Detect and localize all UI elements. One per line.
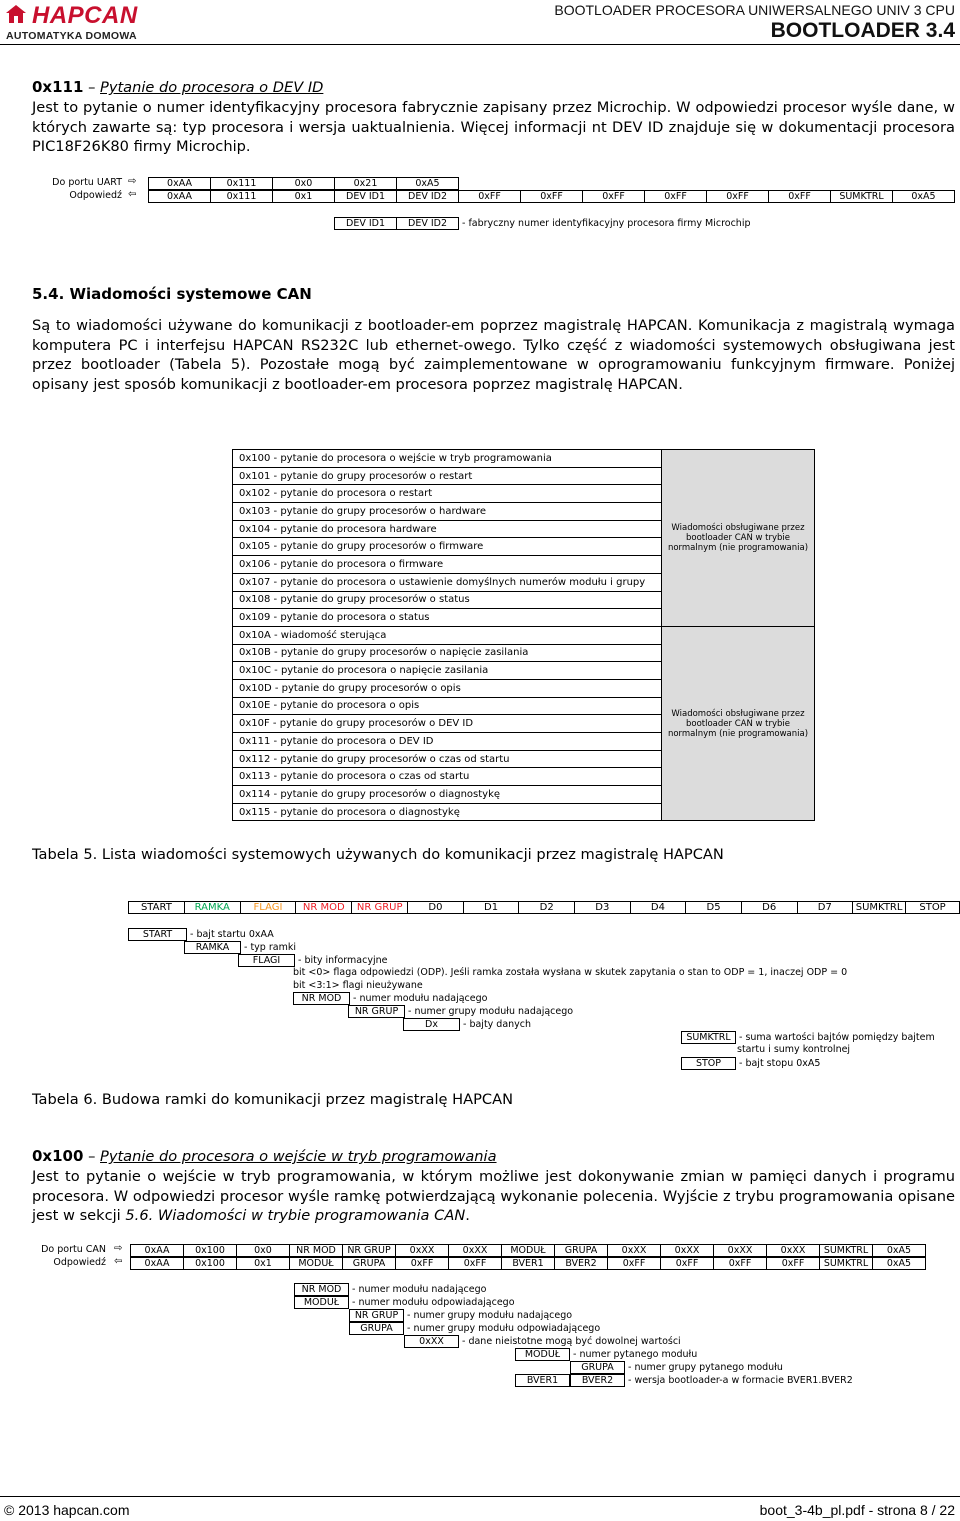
uart-resp-cell: 0xFF [459,191,521,203]
table-row: 0x105 - pytanie do grupy procesorów o firmware [233,538,662,556]
can-req-cell: MODUŁ [502,1245,555,1257]
can-req-cell: SUMKTRL [820,1245,873,1257]
legend-nrgrup-text: - numer grupy modułu nadającego [408,1006,574,1017]
can-req-cell: NR MOD [290,1245,343,1257]
can-resp-cell: 0xA5 [873,1258,926,1270]
table-row: 0x107 - pytanie do procesora o ustawienie domyślnych numerów modułu i grupy [233,573,662,591]
table-row: 0x106 - pytanie do procesora o firmware [233,556,662,574]
sec111-title: Pytanie do procesora o DEV ID [100,79,324,96]
uart-req-cell: 0x0 [273,178,335,190]
legend-sumktrl-text2: startu i sumy kontrolnej [737,1044,851,1055]
legend100-grupa-box: GRUPA [349,1322,404,1335]
footer-divider [0,1496,960,1497]
legend100-nrmod-box: NR MOD [294,1283,349,1296]
can-resp-cell: 0xAA [131,1258,184,1270]
legend100-grupa-text: - numer grupy modułu odpowiadającego [407,1323,601,1334]
can-resp-cell: GRUPA [343,1258,396,1270]
can-req-cell: 0xXX [661,1245,714,1257]
frame-field-ramka: RAMKA [184,902,240,914]
table-row: 0x112 - pytanie do grupy procesorów o czas od startu [233,750,662,768]
legend-dx-box: Dx [403,1018,460,1031]
legend-flagi-text: - bity informacyjne [298,955,388,966]
frame-field-d0: D0 [408,902,464,914]
uart-req-cell: 0xA5 [397,178,459,190]
legend100-grupa2-box: GRUPA [570,1361,625,1374]
legend100-modul-text: - numer modułu odpowiadającego [352,1297,515,1308]
arrow-right-icon: ⇨ [114,1243,123,1254]
legend-dx-text: - bajty danych [463,1019,532,1030]
can-response-label: Odpowiedź [53,1257,106,1268]
uart-resp-cell: 0x1 [273,191,335,203]
can-frame-table [128,901,960,914]
sec100-code: 0x100 [32,1147,84,1165]
sec111-code: 0x111 [32,78,84,96]
system-messages-table [232,449,815,821]
can-resp-cell: 0x1 [237,1258,290,1270]
table-row: 0x101 - pytanie do grupy procesorów o restart [233,467,662,485]
can-resp-cell: SUMKTRL [820,1258,873,1270]
arrow-left-icon: ⇦ [128,189,137,200]
legend-flagi-box: FLAGI [238,954,295,967]
table-row: 0x10E - pytanie do procesora o opis [233,697,662,715]
uart-resp-cell: 0xFF [769,191,831,203]
arrow-right-icon: ⇨ [128,176,137,187]
doc-version: BOOTLOADER 3.4 [770,19,955,42]
table-row: 0x114 - pytanie do grupy procesorów o diagnostykę [233,786,662,804]
can-req-cell: 0xA5 [873,1245,926,1257]
uart-req-cell: 0x111 [211,178,273,190]
legend100-bver1-box: BVER1 [515,1374,570,1387]
can-req-cell: 0xXX [608,1245,661,1257]
can-resp-cell: 0xFF [449,1258,502,1270]
legend-start-text: - bajt startu 0xAA [190,929,274,940]
frame-field-d3: D3 [575,902,631,914]
legend100-xx-text: - dane nieistotne mogą być dowolnej wartości [462,1336,681,1347]
legend-sumktrl-box: SUMKTRL [681,1031,736,1044]
frame-field-nr-grup: NR GRUP [352,902,408,914]
uart-resp-cell: DEV ID2 [397,191,459,203]
uart-resp-cell: 0xFF [521,191,583,203]
can-req-cell: NR GRUP [343,1245,396,1257]
can-req-cell: 0x100 [184,1245,237,1257]
can-resp-cell: 0x100 [184,1258,237,1270]
can-req-cell: 0xXX [714,1245,767,1257]
sec100-text: Jest to pytanie o wejście w tryb programowania, w którym możliwe jest dokonywanie zmian w pamięci danych i programu procesora. W odpowiedzi procesor wyśle ramkę potwierdzającą wykonanie polecenia. Wyjście z trybu programowania opisane jest w sekcji 5.6. Wiadomości w trybie programowania CAN. [32,1168,955,1224]
frame-field-d7: D7 [797,902,853,914]
uart-request-label: Do portu UART [52,177,122,188]
legend-nrmod-box: NR MOD [293,992,350,1005]
legend-stop-box: STOP [681,1057,736,1070]
table-row: 0x115 - pytanie do procesora o diagnostykę [233,803,662,821]
frame-field-d2: D2 [519,902,575,914]
can-resp-cell: BVER1 [502,1258,555,1270]
legend-start-box: START [128,928,187,941]
uart-resp-cell: 0x111 [211,191,273,203]
legend-ramka-text: - typ ramki [244,942,296,953]
legend100-grupa2-text: - numer grupy pytanego modułu [628,1362,783,1373]
can-req-cell: 0xXX [767,1245,820,1257]
table-row: 0x10F - pytanie do grupy procesorów o DEV ID [233,715,662,733]
sec111-text: Jest to pytanie o numer identyfikacyjny procesora fabrycznie zapisany przez Microchip. W odpowiedzi procesor wyśle dane, w których zawarte są: typ procesora i wersja uaktualnienia. Więcej informacji nt DEV ID znajduje się w dokumentacji procesora PIC18F26K80 firmy Microchip. [32,99,955,155]
can-resp-cell: 0xFF [396,1258,449,1270]
table-row: 0x10D - pytanie do grupy procesorów o opis [233,679,662,697]
frame-field-d4: D4 [630,902,686,914]
legend100-nrgrup-box: NR GRUP [349,1309,404,1322]
header-divider [0,44,960,45]
can-req-cell: 0xXX [449,1245,502,1257]
uart-resp-cell: 0xAA [149,191,211,203]
legend100-bver-text: - wersja bootloader-a w formacie BVER1.BVER2 [628,1375,853,1386]
legend100-modul2-text: - numer pytanego modułu [573,1349,698,1360]
legend100-bver2-box: BVER2 [570,1374,625,1387]
legend-devid2-box: DEV ID2 [396,217,459,230]
frame-field-stop: STOP [906,902,960,914]
logo-subtitle: AUTOMATYKA DOMOWA [6,30,137,42]
legend-stop-text: - bajt stopu 0xA5 [739,1058,821,1069]
can-resp-cell: 0xFF [608,1258,661,1270]
frame-field-d5: D5 [686,902,742,914]
frame-field-d6: D6 [741,902,797,914]
uart-request-table [148,177,459,190]
table-row: 0x10C - pytanie do procesora o napięcie zasilania [233,662,662,680]
uart-resp-cell: 0xFF [707,191,769,203]
footer-page-info: boot_3-4b_pl.pdf - strona 8 / 22 [759,1502,955,1518]
sec54-text: Są to wiadomości używane do komunikacji z bootloader-em poprzez magistralę HAPCAN. Komunikacja z magistralą wymaga komputera PC i interfejsu HAPCAN RS232C lub ethernet-owego. Tylko część z wiadomości systemowych obsługiwana jest przez bootloader (Tabela 5). Pozostałe mogą być zaimplementowane w oprogramowaniu funkcyjnym firmware. Poniżej opisany jest sposób komunikacji z bootloader-em procesora poprzez magistralę HAPCAN. [32,317,955,393]
sec100-title: Pytanie do procesora o wejście w tryb programowania [100,1148,497,1165]
can-resp-cell: MODUŁ [290,1258,343,1270]
legend-ramka-box: RAMKA [184,941,241,954]
can-req-cell: 0x0 [237,1245,290,1257]
table5-caption: Tabela 5. Lista wiadomości systemowych używanych do komunikacji przez magistralę HAPCAN [32,846,724,863]
legend100-nrmod-text: - numer modułu nadającego [352,1284,487,1295]
can-resp-cell: 0xFF [767,1258,820,1270]
table-row: 0x103 - pytanie do grupy procesorów o hardware [233,503,662,521]
sec100-link: 5.6. Wiadomości w trybie programowania CAN [125,1207,466,1224]
frame-field-d1: D1 [463,902,519,914]
uart-response-label: Odpowiedź [69,190,122,201]
uart-resp-cell: 0xFF [583,191,645,203]
legend-sumktrl-text1: - suma wartości bajtów pomiędzy bajtem [739,1032,935,1043]
table-row: 0x111 - pytanie do procesora o DEV ID [233,733,662,751]
doc-title: BOOTLOADER PROCESORA UNIWERSALNEGO UNIV 3 CPU [554,2,955,18]
legend-nrgrup-box: NR GRUP [348,1005,405,1018]
can-request-table [130,1244,926,1257]
uart-resp-cell: SUMKTRL [831,191,893,203]
sec100-dash: – [83,1148,101,1165]
legend100-nrgrup-text: - numer grupy modułu nadającego [407,1310,573,1321]
logo-text: HAPCAN [32,2,138,29]
sec100-heading [32,1147,955,1167]
table-row: 0x102 - pytanie do procesora o restart [233,485,662,503]
uart-resp-cell: 0xFF [645,191,707,203]
table-row: 0x113 - pytanie do procesora o czas od startu [233,768,662,786]
footer-copyright: © 2013 hapcan.com [4,1502,130,1518]
can-request-label: Do portu CAN [41,1244,106,1255]
can-resp-cell: BVER2 [555,1258,608,1270]
table6-caption: Tabela 6. Budowa ramki do komunikacji przez magistralę HAPCAN [32,1091,513,1108]
uart-req-cell: 0x21 [335,178,397,190]
legend100-modul2-box: MODUŁ [515,1348,570,1361]
table-row: 0x10B - pytanie do grupy procesorów o napięcie zasilania [233,644,662,662]
legend-nrmod-text: - numer modułu nadającego [353,993,488,1004]
table-row: 0x10A - wiadomość sterująca [233,626,662,644]
arrow-left-icon: ⇦ [114,1256,123,1267]
table-row: 0x109 - pytanie do procesora o status [233,609,662,627]
uart-resp-cell: 0xA5 [893,191,955,203]
table-row: 0x100 - pytanie do procesora o wejście w tryb programowania [233,450,662,468]
sec111-heading [32,78,955,98]
house-logo-icon [6,5,26,23]
can-resp-cell: 0xFF [714,1258,767,1270]
table-row: 0x104 - pytanie do procesora hardware [233,520,662,538]
legend-devid1-box: DEV ID1 [334,217,397,230]
legend100-modul-box: MODUŁ [294,1296,349,1309]
legend-flagi-bit31: bit <3:1> flagi nieużywane [293,980,423,991]
legend-devid-text: - fabryczny numer identyfikacyjny procesora firmy Microchip [462,218,751,229]
uart-resp-cell: DEV ID1 [335,191,397,203]
legend-flagi-bit0: bit <0> flaga odpowiedzi (ODP). Jeśli ramka została wysłana w skutek zapytania o stan to ODP = 1, inaczej ODP = 0 [293,967,848,978]
legend100-xx-box: 0xXX [404,1335,459,1348]
can-req-cell: GRUPA [555,1245,608,1257]
can-req-cell: 0xAA [131,1245,184,1257]
uart-response-table [148,190,955,203]
frame-field-nr-mod: NR MOD [296,902,352,914]
can-req-cell: 0xXX [396,1245,449,1257]
sec54-title: 5.4. Wiadomości systemowe CAN [32,285,312,303]
uart-req-cell: 0xAA [149,178,211,190]
frame-field-start: START [129,902,185,914]
side-note-normal-mode-1: Wiadomości obsługiwane przez bootloader CAN w trybie normalnym (nie programowania) [662,450,815,627]
frame-field-sumktrl: SUMKTRL [853,902,906,914]
frame-field-flagi: FLAGI [240,902,296,914]
table-row: 0x108 - pytanie do grupy procesorów o status [233,591,662,609]
sec111-dash: – [83,79,101,96]
can-response-table [130,1257,926,1270]
can-resp-cell: 0xFF [661,1258,714,1270]
side-note-normal-mode-2: Wiadomości obsługiwane przez bootloader CAN w trybie normalnym (nie programowania) [662,626,815,821]
